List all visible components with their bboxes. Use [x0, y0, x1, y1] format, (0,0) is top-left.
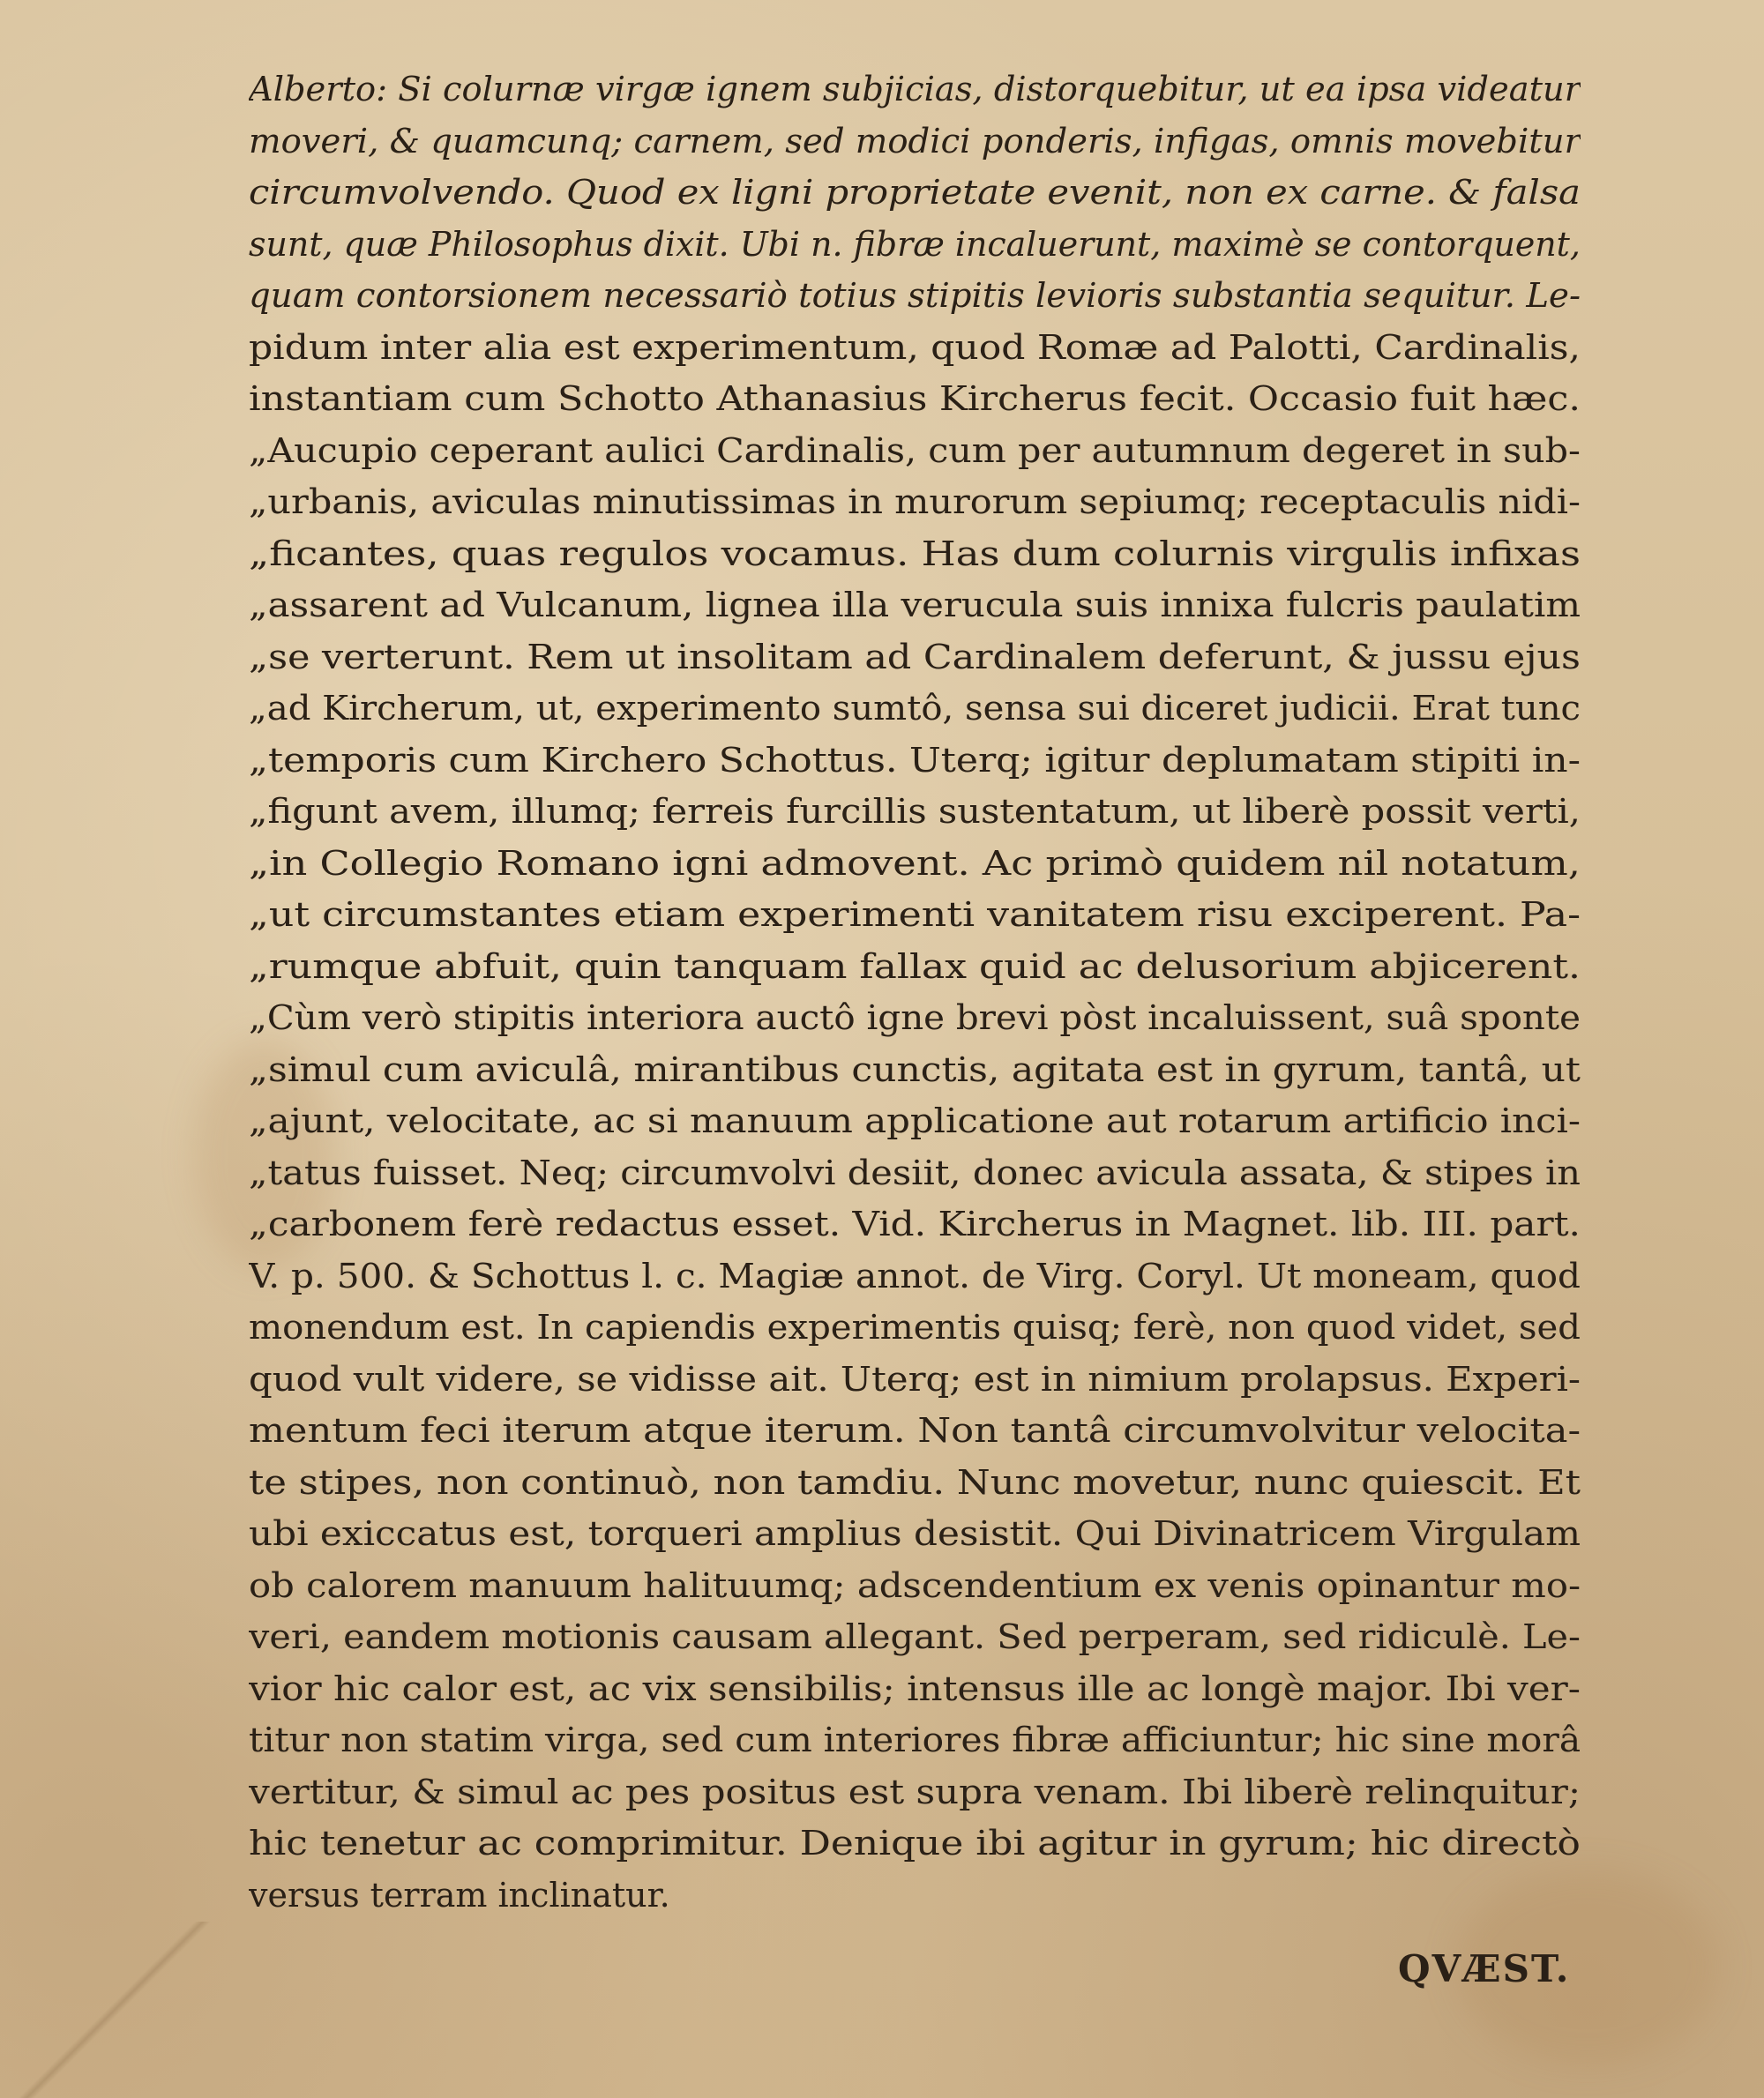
text-line: „urbanis, aviculas minutissimas in murorum sepiumq; receptaculis nidi-: [249, 482, 1581, 521]
text-line: moveri, & quamcunq; carnem, sed modici ponderis, infigas, omnis movebitur: [249, 121, 1581, 161]
text-line: pidum inter alia est experimentum, quod Romæ ad Palotti, Cardinalis,: [249, 327, 1581, 367]
text-line: te stipes, non continuò, non tamdiu. Nunc movetur, nunc quiescit. Et: [249, 1462, 1581, 1502]
page-fold-shadow: [0, 1922, 229, 2098]
text-line: „temporis cum Kirchero Schottus. Uterq; igitur deplumatam stipiti in-: [249, 740, 1581, 780]
text-line: „simul cum aviculâ, mirantibus cunctis, agitata est in gyrum, tantâ, ut: [249, 1049, 1581, 1089]
text-line: „ad Kircherum, ut, experimento sumtô, sensa sui diceret judicii. Erat tunc: [249, 689, 1581, 728]
text-line: „ficantes, quas regulos vocamus. Has dum colurnis virgulis infixas: [249, 534, 1581, 573]
text-line: circumvolvendo. Quod ex ligni proprietate evenit, non ex carne. & falsa: [249, 173, 1581, 212]
text-line: „se verterunt. Rem ut insolitam ad Cardinalem deferunt, & jussu ejus: [249, 637, 1581, 676]
text-line: ubi exiccatus est, torqueri amplius desistit. Qui Divinatricem Virgulam: [249, 1514, 1581, 1553]
text-line: „Cùm verò stipitis interiora auctô igne brevi pòst incaluissent, suâ sponte: [249, 998, 1581, 1037]
text-line: „figunt avem, illumq; ferreis furcillis sustentatum, ut liberè possit verti,: [249, 792, 1581, 831]
text-line: „rumque abfuit, quin tanquam fallax quid ac delusorium abjicerent.: [249, 946, 1581, 986]
body-text: [249, 63, 1581, 1921]
text-line: mentum feci iterum atque iterum. Non tantâ circumvolvitur velocita-: [249, 1411, 1581, 1450]
text-line: quam contorsionem necessariò totius stipitis levioris substantia sequitur. Le-: [249, 276, 1581, 315]
text-line: „Aucupio ceperant aulici Cardinalis, cum per autumnum degeret in sub-: [249, 430, 1581, 470]
text-line: „carbonem ferè redactus esset. Vid. Kircherus in Magnet. lib. III. part.: [249, 1205, 1581, 1243]
text-line: quod vult videre, se vidisse ait. Uterq; est in nimium prolapsus. Experi-: [249, 1359, 1581, 1399]
text-line: „ut circumstantes etiam experimenti vanitatem risu exciperent. Pa-: [249, 895, 1581, 934]
text-line: sunt, quæ Philosophus dixit. Ubi n. fibræ incaluerunt, maximè se contorquent,: [249, 224, 1581, 264]
text-line: „in Collegio Romano igni admovent. Ac primò quidem nil notatum,: [249, 843, 1581, 883]
text-line: „ajunt, velocitate, ac si manuum applicatione aut rotarum artificio inci-: [249, 1101, 1581, 1140]
text-line: titur non statim virga, sed cum interiores fibræ afficiuntur; hic sine morâ: [249, 1721, 1581, 1759]
text-line: „tatus fuisset. Neq; circumvolvi desiit, donec avicula assata, & stipes in: [249, 1153, 1581, 1192]
text-line: Alberto: Si colurnæ virgæ ignem subjicias, distorquebitur, ut ea ipsa videatur: [249, 70, 1581, 108]
text-line: hic tenetur ac comprimitur. Denique ibi agitur in gyrum; hic directò: [249, 1824, 1581, 1863]
text-line: „assarent ad Vulcanum, lignea illa verucula suis innixa fulcris paulatim: [249, 586, 1581, 624]
text-line: vior hic calor est, ac vix sensibilis; intensus ille ac longè major. Ibi ver-: [249, 1669, 1581, 1708]
text-line: monendum est. In capiendis experimentis quisq; ferè, non quod videt, sed: [249, 1308, 1581, 1347]
text-line: V. p. 500. & Schottus l. c. Magiæ annot. de Virg. Coryl. Ut moneam, quod: [249, 1256, 1581, 1295]
catchword: QVÆST.: [1398, 1947, 1571, 1990]
text-line: instantiam cum Schotto Athanasius Kircherus fecit. Occasio fuit hæc.: [249, 379, 1581, 418]
text-line: vertitur, & simul ac pes positus est supra venam. Ibi liberè relinquitur;: [249, 1772, 1581, 1811]
text-line: veri, eandem motionis causam allegant. Sed perperam, sed ridiculè. Le-: [249, 1617, 1581, 1656]
text-line: ob calorem manuum halituumq; adscendentium ex venis opinantur mo-: [249, 1565, 1581, 1605]
text-line: versus terram inclinatur.: [249, 1875, 670, 1915]
